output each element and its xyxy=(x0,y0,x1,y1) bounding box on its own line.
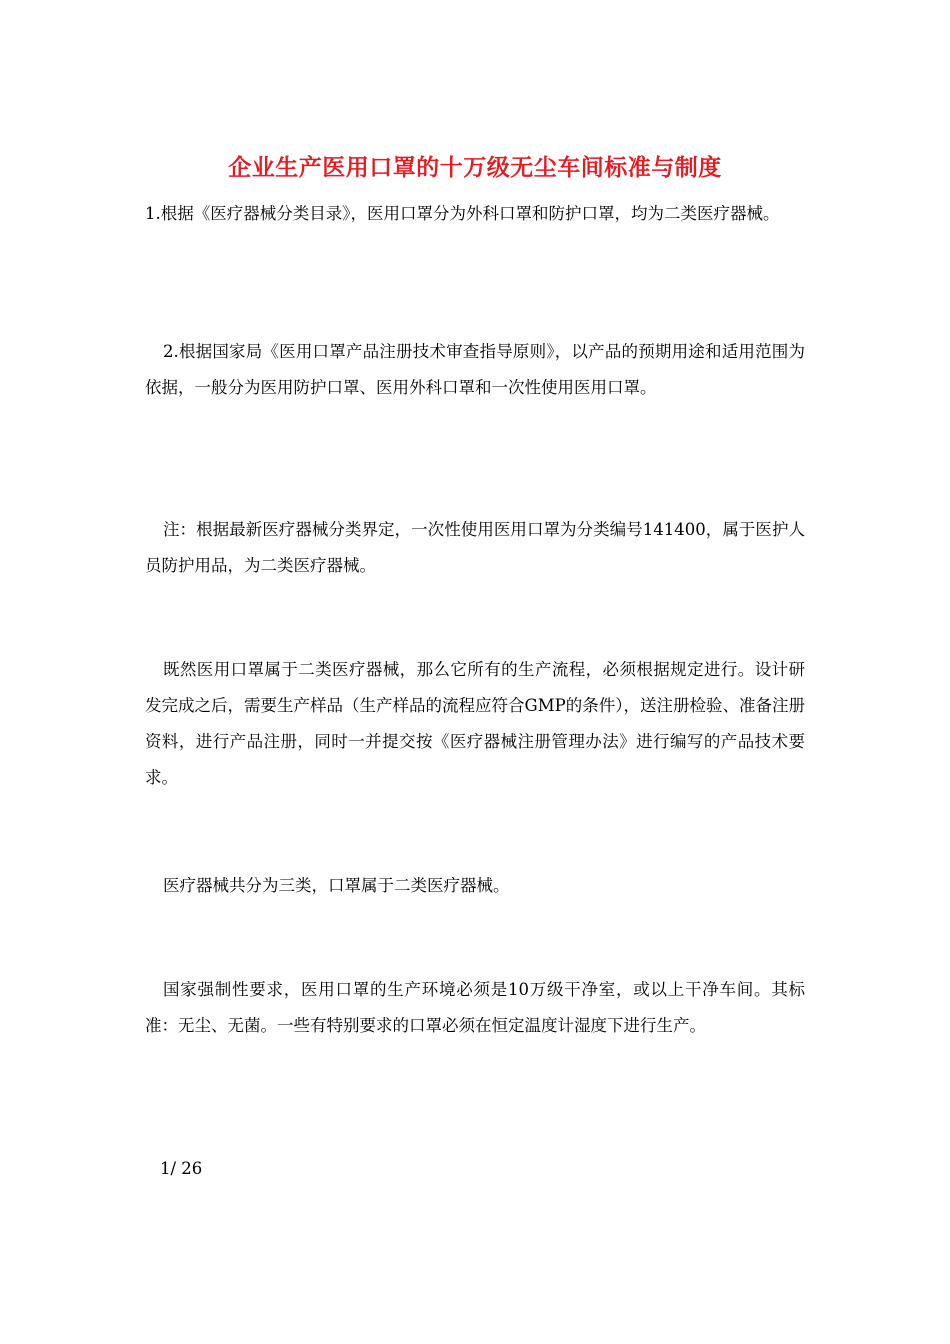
paragraph-5: 医疗器械共分为三类，口罩属于二类医疗器械。 xyxy=(163,876,510,895)
paragraph-6: 国家强制性要求，医用口罩的生产环境必须是10万级干净室，或以上干净车间。其标准：无尘、无菌。一些有特别要求的口罩必须在恒定温度计湿度下进行生产。 xyxy=(145,980,805,1035)
paragraph-note: 注：根据最新医疗器械分类界定，一次性使用医用口罩为分类编号141400，属于医护人员防护用品，为二类医疗器械。 xyxy=(145,520,805,575)
document-title: 企业生产医用口罩的十万级无尘车间标准与制度 xyxy=(228,154,722,181)
paragraph-1: 1.根据《医疗器械分类目录》，医用口罩分为外科口罩和防护口罩，均为二类医疗器械。 xyxy=(145,204,780,223)
page-number: 1/ 26 xyxy=(160,1159,203,1178)
paragraph-4: 既然医用口罩属于二类医疗器械，那么它所有的生产流程，必须根据规定进行。设计研发完成之后，需要生产样品（生产样品的流程应符合GMP的条件），送注册检验、准备注册资料，进行产品注册，同时一并提交按《医疗器械注册管理办法》进行编写的产品技术要求。 xyxy=(145,660,805,787)
paragraph-2: 2.根据国家局《医用口罩产品注册技术审查指导原则》，以产品的预期用途和适用范围为依据，一般分为医用防护口罩、医用外科口罩和一次性使用医用口罩。 xyxy=(145,342,805,397)
